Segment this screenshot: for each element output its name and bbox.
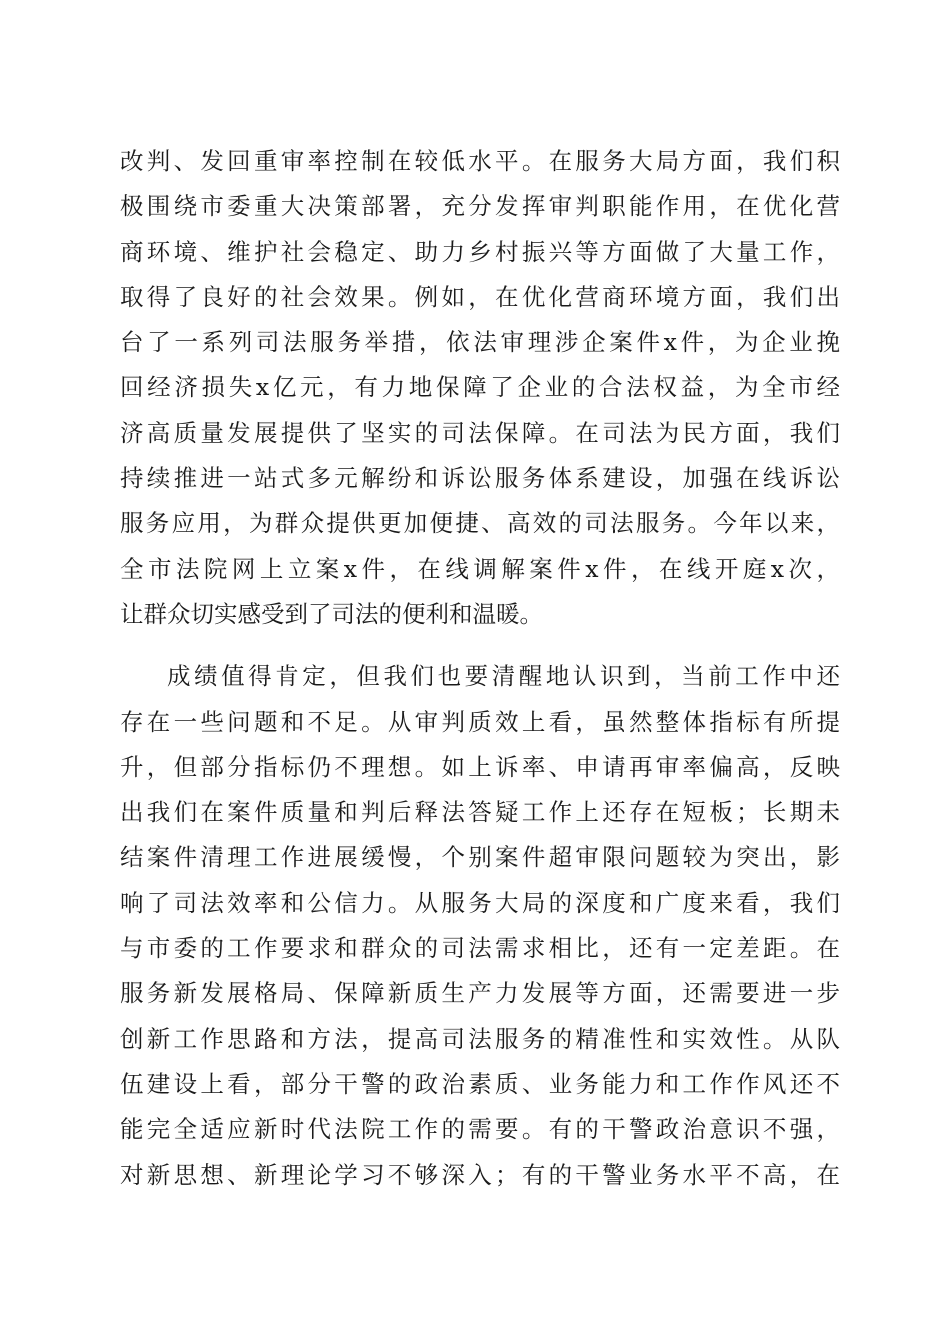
text-line: 响了司法效率和公信力。从服务大局的深度和广度来看，我们 [120, 888, 840, 917]
text-line: 服务应用，为群众提供更加便捷、高效的司法服务。今年以来， [120, 509, 840, 538]
paragraph-2 [120, 654, 840, 1198]
text-line: 能完全适应新时代法院工作的需要。有的干警政治意识不强， [120, 1115, 840, 1144]
text-line: 回经济损失x亿元，有力地保障了企业的合法权益，为全市经 [120, 373, 840, 402]
text-line: 济高质量发展提供了坚实的司法保障。在司法为民方面，我们 [120, 418, 840, 447]
text-line: 出我们在案件质量和判后释法答疑工作上还存在短板；长期未 [120, 798, 840, 827]
text-line: 与市委的工作要求和群众的司法需求相比，还有一定差距。在 [120, 934, 840, 963]
text-line: 台了一系列司法服务举措，依法审理涉企案件x件，为企业挽 [120, 328, 840, 357]
text-line: 持续推进一站式多元解纷和诉讼服务体系建设，加强在线诉讼 [120, 464, 840, 493]
text-line: 服务新发展格局、保障新质生产力发展等方面，还需要进一步 [120, 979, 840, 1008]
text-line: 创新工作思路和方法，提高司法服务的精准性和实效性。从队 [120, 1024, 840, 1053]
document-body [120, 139, 840, 1198]
text-line: 极围绕市委重大决策部署，充分发挥审判职能作用，在优化营 [120, 192, 840, 221]
text-line: 取得了良好的社会效果。例如，在优化营商环境方面，我们出 [120, 282, 840, 311]
text-line: 伍建设上看，部分干警的政治素质、业务能力和工作作风还不 [120, 1069, 840, 1098]
text-line: 升，但部分指标仍不理想。如上诉率、申请再审率偏高，反映 [120, 752, 840, 781]
text-line: 商环境、维护社会稳定、助力乡村振兴等方面做了大量工作， [120, 237, 840, 266]
text-line-last: 让群众切实感受到了司法的便利和温暖。 [120, 599, 543, 628]
text-line: 改判、发回重审率控制在较低水平。在服务大局方面，我们积 [120, 147, 840, 175]
text-line: 全市法院网上立案x件，在线调解案件x件，在线开庭x次， [120, 554, 840, 583]
text-line: 对新思想、新理论学习不够深入；有的干警业务水平不高，在 [120, 1160, 840, 1189]
text-line: 结案件清理工作进展缓慢，个别案件超审限问题较为突出，影 [120, 843, 840, 872]
text-line: 存在一些问题和不足。从审判质效上看，虽然整体指标有所提 [120, 707, 840, 736]
paragraph-1 [120, 139, 840, 637]
text-line-indented: 成绩值得肯定，但我们也要清醒地认识到，当前工作中还 [167, 662, 840, 691]
